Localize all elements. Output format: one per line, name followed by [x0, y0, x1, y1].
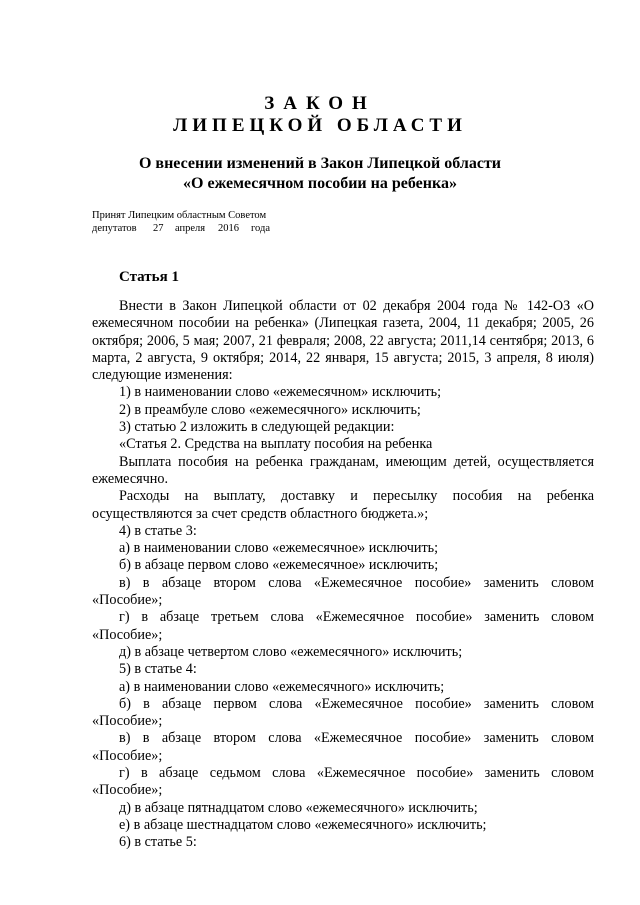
- law-subtitle: [0, 154, 640, 194]
- region-heading: ЛИПЕЦКОЙ ОБЛАСТИ: [173, 115, 467, 136]
- adoption-note: [92, 209, 392, 235]
- paragraph: г) в абзаце третьем слова «Ежемесячное пособие» заменить словом «Пособие»;: [92, 609, 594, 643]
- paragraph: 5) в статье 4:: [119, 661, 197, 678]
- adoption-line-1: Принят Липецким областным Советом: [92, 210, 267, 221]
- paragraph: д) в абзаце пятнадцатом слово «ежемесячного» исключить;: [119, 799, 478, 816]
- paragraph: д) в абзаце четвертом слово «ежемесячного» исключить;: [119, 643, 463, 660]
- subtitle-line-2: «О ежемесячном пособии на ребенка»: [183, 175, 457, 192]
- paragraph: Выплата пособия на ребенка гражданам, имеющим детей, осуществляется ежемесячно.: [92, 453, 594, 487]
- paragraph: б) в абзаце первом слова «Ежемесячное пособие» заменить словом «Пособие»;: [92, 695, 594, 730]
- paragraph: г) в абзаце седьмом слова «Ежемесячное пособие» заменить словом «Пособие»;: [92, 765, 594, 799]
- paragraph: 6) в статье 5:: [119, 834, 197, 851]
- adoption-month: апреля: [175, 223, 206, 234]
- paragraph: в) в абзаце втором слова «Ежемесячное пособие» заменить словом «Пособие»;: [92, 730, 594, 764]
- article-body: [92, 298, 594, 852]
- law-heading: ЗАКОН: [264, 93, 376, 114]
- paragraph: 2) в преамбуле слово «ежемесячного» исключить;: [119, 401, 421, 418]
- adoption-year: 2016: [218, 223, 239, 234]
- paragraph: е) в абзаце шестнадцатом слово «ежемесячного» исключить;: [119, 816, 487, 833]
- article-title: Статья 1: [119, 269, 179, 285]
- adoption-line-2: [92, 222, 392, 235]
- paragraph: 4) в статье 3:: [119, 522, 197, 539]
- subtitle-line-1: О внесении изменений в Закон Липецкой области: [138, 155, 502, 172]
- paragraph: а) в наименовании слово «ежемесячное» исключить;: [119, 540, 439, 557]
- paragraph: в) в абзаце втором слова «Ежемесячное пособие» заменить словом «Пособие»;: [92, 574, 594, 609]
- paragraph: б) в абзаце первом слово «ежемесячное» исключить;: [119, 557, 439, 574]
- paragraph: 3) статью 2 изложить в следующей редакции:: [119, 419, 395, 436]
- adoption-deputies: депутатов: [92, 223, 137, 234]
- adoption-year-word: года: [251, 223, 270, 234]
- paragraph: Внести в Закон Липецкой области от 02 декабря 2004 года № 142-ОЗ «О ежемесячном пособии на ребенка» (Липецкая газета, 2004, 11 декабря; 2005, 26 октября; 2006, 5 мая; 2007, 21 февраля; 2008, 22 августа; 2011,14 сентября; 2013, 6 марта, 2 августа, 9 октября; 2014, 22 января, 15 августа; 2015, 3 апреля, 8 июля) следующие изменения:: [92, 298, 594, 384]
- paragraph: 1) в наименовании слово «ежемесячном» исключить;: [119, 384, 442, 401]
- adoption-day: 27: [153, 223, 164, 234]
- paragraph: «Статья 2. Средства на выплату пособия на ребенка: [119, 436, 433, 453]
- paragraph: Расходы на выплату, доставку и пересылку пособия на ребенка осуществляются за счет средств областного бюджета.»;: [92, 488, 594, 522]
- paragraph: а) в наименовании слово «ежемесячного» исключить;: [119, 678, 445, 695]
